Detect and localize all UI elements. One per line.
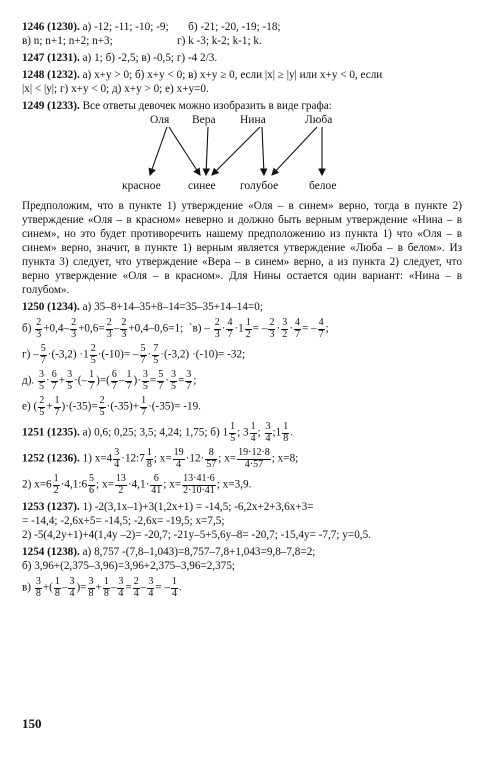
problem-number: 1252 (1236). [22,452,80,465]
fraction: $\frac{3}{4}$ [118,576,124,599]
label-g: г) – [22,348,39,361]
answers-graph [22,115,462,197]
b-tail-1: +0,6= [78,322,105,335]
arrow-nina-lightblue [262,127,264,175]
fraction: $\frac{5}{7}$ [158,369,164,392]
fraction: $\frac{2}{5}$ [90,343,96,366]
problem-1246 [22,20,462,48]
fraction: $\frac{1}{2}$ [245,317,251,340]
answer-b-v-row: б) $\frac{2}{3}$ +0,4– $\frac{2}{3}$ +0,6= $\frac{2}{3}$ – $\frac{2}{3}$ +0,4–0,6=1; `в) – $\frac{2}{3}$ · $\frac{4}{7}$ ·1 $\frac{1}{2}$ = – $\frac{2}{3}$ · $\frac{3}{2}$ · $\frac{4}{7}$ = – $\frac{4}{7}$ ; [22,317,329,340]
intro-text: Все ответы девочек можно изобразить в виде графа: [82,100,332,112]
answer-text: а) 1; б) -2,5; в) -0,5; г) -4 2/3. [82,52,218,64]
arrow-vera-blue [206,127,208,175]
fraction: $\frac{1}{2}$ [53,473,59,496]
fraction: $\frac{5}{6}$ [89,473,95,496]
line-1: 1252 (1236). 1) x=4 $\frac{3}{4}$ ·12:7 $\frac{1}{8}$ ; x= $\frac{19}{4}$ ·12· $\frac{8}{57}$ ; x= $\frac{19\cdot 12\cdot 8}{4\cdot 57}$ ; x=8; [22,447,299,470]
problem-1249 [22,99,462,297]
fraction: $\frac{1}{4}$ [172,576,178,599]
problem-1252 [22,448,462,496]
fraction: $\frac{3}{5}$ [170,369,176,392]
problem-number: 1248 (1232). [22,69,80,81]
e-end: ·(-35)= -19. [148,400,201,413]
answer-g: г) k -3; k-2; k-1; k. [177,35,262,47]
fraction: $\frac{2}{3}$ [214,317,220,340]
answer-line-2: |x| < |y|; г) x+y < 0; д) x+y > 0; е) x+y=0. [22,83,209,95]
fraction: $\frac{2}{4}$ [133,576,139,599]
fraction: $\frac{1}{7}$ [54,395,60,418]
graph-girl-vera: Вера [192,114,216,126]
fraction: $\frac{6}{7}$ [111,369,117,392]
fraction: $\frac{4}{7}$ [318,317,324,340]
fraction: $\frac{3}{4}$ [69,576,75,599]
fraction: $\frac{1}{8}$ [54,576,60,599]
problem-number: 1254 (1238). [22,546,80,558]
fraction: $\frac{3}{5}$ [67,369,73,392]
fraction: $\frac{2}{3}$ [36,317,42,340]
fraction: $\frac{2}{3}$ [269,317,275,340]
fraction: $\frac{19}{4}$ [173,447,184,470]
g-tail: ·(-3,2) ·(-10)= -32; [160,348,246,361]
graph-color-blue: синее [188,180,216,192]
answer-e-row: е) ( $\frac{2}{5}$ + $\frac{1}{7}$ )·(-35)= $\frac{2}{5}$ ·(-35)+ $\frac{1}{7}$ ·(-35)= -19. [22,395,201,418]
fraction: $\frac{1}{8}$ [146,447,152,470]
answer-g-row: г) – $\frac{5}{7}$ ·(-3,2) ·1 $\frac{2}{5}$ ·(-10)= – $\frac{5}{7}$ · $\frac{7}{5}$ ·(-3,2) ·(-10)= -32; [22,343,246,366]
graph-color-lightblue: голубое [240,180,279,192]
problem-1250 [22,300,462,418]
fraction: $\frac{3}{4}$ [114,447,120,470]
answer-b: б) -21; -20, -19; -18; [188,21,281,33]
problem-number: 1247 (1231). [22,52,80,64]
page-number: 150 [22,715,42,731]
answer-a: а) 35–8+14–35+8–14=35–35+14–14=0; [82,301,263,313]
problem-1251: 1251 (1235). а) 0,6; 0,25; 3,5; 4,24; 1,75; б) 1 $\frac{1}{5}$ ; 3 $\frac{1}{4}$ ; $\frac{3}{4}$ ;1 $\frac{1}{8}$ . [22,421,294,444]
line-3: в) $\frac{3}{8}$ +( $\frac{1}{8}$ – $\frac{3}{4}$ )= $\frac{3}{8}$ + $\frac{1}{8}$ – $\frac{3}{4}$ = $\frac{2}{4}$ – $\frac{3}{4}$ = – $\frac{1}{4}$ . [22,576,182,599]
fraction: $\frac{3}{5}$ [142,369,148,392]
fraction: $\frac{1}{5}$ [230,421,236,444]
fraction: $\frac{1}{7}$ [89,369,95,392]
line-2: б) 3,96+(2,375–3,96)=3,96+2,375–3,96=2,375; [22,560,236,572]
label-b: б) [22,322,32,335]
fraction: $\frac{3}{2}$ [282,317,288,340]
answer-v: в) n; n+1; n+2; n+3; [22,35,113,47]
problem-number: 1250 (1234). [22,301,80,313]
line-1: а) 8,757 -(7,8–1,043)=8,757–7,8+1,043=9,8–7,8=2; [82,546,316,558]
tail: ; x=8; [271,452,299,465]
label-v: `в) – [188,322,210,335]
arrow-lyuba-lightblue [272,127,317,175]
arrow-olya-blue [169,127,200,175]
fraction: $\frac{1}{8}$ [283,421,289,444]
solution-paragraph: Предположим, что в пункте 1) утверждение «Оля – в синем» верно, тогда в пункте 2) утверждение «Оля – в красном» неверно и должно быть верным утверждение «Нина – в синем», но это будет противоречить нашему предположению из пункта 1) что «Оля – в синем» верно, значит, в пункте 1) верным является утверждение «Люба – в белом». Из пункта 3) следует, что утверждение «Вера – в синем» верно, а из пункта 2) следует, что верно утверждение «Оля – в красном». Для Нины остается один вариант: «Нина – в голубом». [22,200,462,296]
problem-number: 1249 (1233). [22,100,80,112]
answer-text: а) 0,6; 0,25; 3,5; 4,24; 1,75; б) [82,426,220,439]
fraction: $\frac{2}{5}$ [39,395,45,418]
label-d: д). [22,374,35,387]
graph-color-red: красное [122,180,161,192]
graph-color-white: белое [309,180,337,192]
fraction: $\frac{6}{41}$ [151,473,162,496]
problem-number: 1246 (1230). [22,21,80,33]
fraction: $\frac{1}{7}$ [141,395,147,418]
fraction: $\frac{3}{4}$ [265,421,271,444]
fraction: $\frac{3}{8}$ [88,576,94,599]
fraction: $\frac{3}{7}$ [186,369,192,392]
fraction: $\frac{1}{4}$ [250,421,256,444]
fraction: $\frac{4}{7}$ [227,317,233,340]
answer-d-row: д). $\frac{3}{5}$ · $\frac{6}{7}$ + $\frac{3}{5}$ ·(– $\frac{1}{7}$ )=( $\frac{6}{7}$ – $\frac{1}{7}$ )· $\frac{3}{5}$ = $\frac{5}{7}$ · $\frac{3}{5}$ = $\frac{3}{7}$ ; [22,369,197,392]
fraction: $\frac{4}{7}$ [294,317,300,340]
line-3: 2) -5(4,2y+1)+4(1,4y –2)= -20,7; -21y–5+5,6y–8= -20,7; -15,4y= -7,7; y=0,5. [22,529,371,541]
line-1: 1) -2(3,1x–1)+3(1,2x+1) = -14,5; -6,2x+2+3,6x+3= [82,501,314,513]
fraction: $\frac{6}{7}$ [51,369,57,392]
problem-1253 [22,500,462,542]
b-tail-2: +0,4–0,6=1; [128,322,184,335]
fraction: $\frac{7}{5}$ [153,343,159,366]
label-v: в) [22,581,32,594]
problem-number: 1251 (1235). [22,426,80,439]
line-2: = -14,4; -2,6x+5= -14,5; -2,6x= -19,5; x=7,5; [22,515,225,527]
fraction: $\frac{13}{2}$ [115,473,126,496]
fraction: $\frac{2}{3}$ [121,317,127,340]
fraction: $\frac{2}{3}$ [71,317,77,340]
fraction: $\frac{2}{5}$ [99,395,105,418]
fraction: $\frac{13\cdot 41\cdot 6}{2\cdot 10\cdot 41}$ [183,473,215,496]
graph-girl-lyuba: Люба [305,114,333,126]
fraction: $\frac{1}{7}$ [126,369,132,392]
fraction: $\frac{3}{5}$ [39,369,45,392]
fraction: $\frac{3}{4}$ [148,576,154,599]
arrow-olya-red [150,127,167,175]
graph-girl-olya: Оля [150,114,170,126]
graph-girl-nina: Нина [240,114,266,126]
fraction: $\frac{2}{3}$ [106,317,112,340]
problem-1247 [22,51,462,65]
tail: ; x=3,9. [216,478,252,491]
label-e: е) ( [22,400,38,413]
fraction: $\frac{3}{8}$ [35,576,41,599]
answer-a: а) -12; -11; -10; -9; [82,21,169,33]
line-2: 2) x=6 $\frac{1}{2}$ ·4,1:6 $\frac{5}{6}$ ; x= $\frac{13}{2}$ ·4,1· $\frac{6}{41}$ ; x= $\frac{13\cdot 41\cdot 6}{2\cdot 10\cdot 41}$ ; x=3,9. [22,473,252,496]
e-tail: ·(-35)+ [106,400,140,413]
answer-line-1: а) x+y > 0; б) x+y < 0; в) x+y ≥ 0, если |x| ≥ |y| или x+y < 0, если [82,69,383,81]
problem-1254 [22,545,462,599]
arrow-nina-blue [212,127,260,175]
fraction: $\frac{19\cdot 12\cdot 8}{4\cdot 57}$ [238,447,270,470]
fraction: $\frac{5}{7}$ [140,343,146,366]
fraction: $\frac{5}{7}$ [40,343,46,366]
fraction: $\frac{8}{57}$ [206,447,217,470]
fraction: $\frac{1}{8}$ [103,576,109,599]
problem-number: 1253 (1237). [22,501,80,513]
problem-1248 [22,68,462,96]
